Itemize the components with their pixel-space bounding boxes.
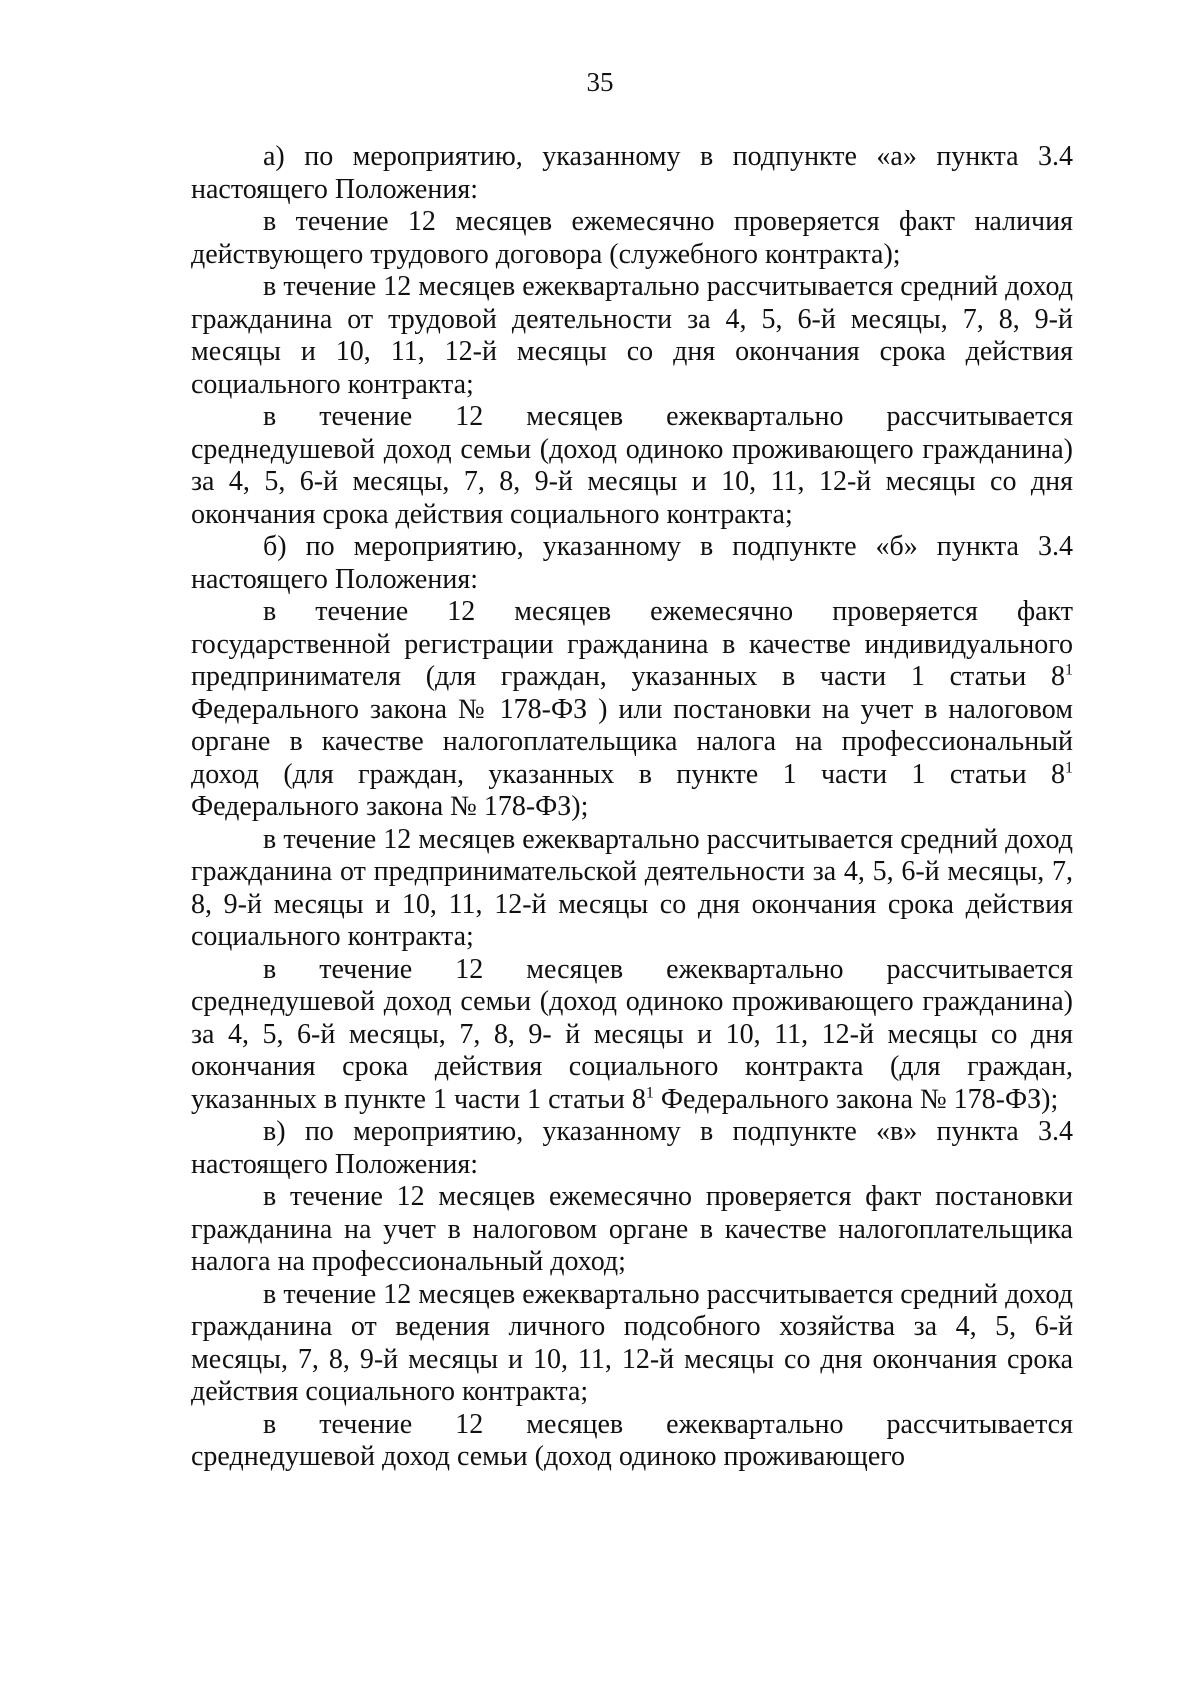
superscript: 1 [645, 1084, 654, 1102]
superscript: 1 [1065, 759, 1073, 777]
paragraph: в течение 12 месяцев ежеквартально рассчитывается средний доход гражданина от ведения личного подсобного хозяйства за 4, 5, 6-й месяцы, 7, 8, 9-й месяцы и 10, 11, 12-й месяцы со дня окончания срока действия социального контракта; [191, 1278, 1073, 1407]
superscript: 1 [1065, 661, 1073, 679]
document-body [191, 141, 1073, 1474]
paragraph: а) по мероприятию, указанному в подпункте «а» пункта 3.4 настоящего Положения: [191, 141, 1073, 205]
paragraph: в течение 12 месяцев ежеквартально рассчитывается средний доход гражданина от предпринимательской деятельности за 4, 5, 6-й месяцы, 7, 8, 9-й месяцы и 10, 11, 12-й месяцы со дня окончания срока действия социального контракта; [191, 823, 1073, 952]
paragraph: в течение 12 месяцев ежеквартально рассчитывается среднедушевой доход семьи (доход одиноко проживающего [191, 1408, 1073, 1472]
paragraph: б) по мероприятию, указанному в подпункте «б» пункта 3.4 настоящего Положения: [191, 531, 1073, 595]
paragraph: в течение 12 месяцев ежеквартально рассчитывается среднедушевой доход семьи (доход одиноко проживающего гражданина) за 4, 5, 6-й месяцы, 7, 8, 9- й месяцы и 10, 11, 12-й месяцы со дня окончания срока действия социального контракта (для граждан, указанных в пункте 1 части 1 статьи $8^1$ Федерального закона № 178-ФЗ); [191, 953, 1073, 1115]
paragraph: в течение 12 месяцев ежемесячно проверяется факт наличия действующего трудового договора (служебного контракта); [191, 206, 1073, 270]
paragraph: в течение 12 месяцев ежемесячно проверяется факт постановки гражданина на учет в налоговом органе в качестве налогоплательщика налога на профессиональный доход; [191, 1181, 1073, 1277]
paragraph: в течение 12 месяцев ежеквартально рассчитывается среднедушевой доход семьи (доход одиноко проживающего гражданина) за 4, 5, 6-й месяцы, 7, 8, 9-й месяцы и 10, 11, 12-й месяцы со дня окончания срока действия социального контракта; [191, 401, 1073, 530]
paragraph: в течение 12 месяцев ежемесячно проверяется факт государственной регистрации гражданина в качестве индивидуального предпринимателя (для граждан, указанных в части 1 статьи $8^1$ Федерального закона № 178-ФЗ ) или постановки на учет в налоговом органе в качестве налогоплательщика налога на профессиональный доход (для граждан, указанных в пункте 1 части 1 статьи $8^1$ Федерального закона № 178-ФЗ); [191, 596, 1073, 822]
page-number: 35 [586, 67, 614, 97]
paragraph: в) по мероприятию, указанному в подпункте «в» пункта 3.4 настоящего Положения: [191, 1116, 1073, 1180]
paragraph: в течение 12 месяцев ежеквартально рассчитывается средний доход гражданина от трудовой деятельности за 4, 5, 6-й месяцы, 7, 8, 9-й месяцы и 10, 11, 12-й месяцы со дня окончания срока действия социального контракта; [191, 271, 1073, 400]
